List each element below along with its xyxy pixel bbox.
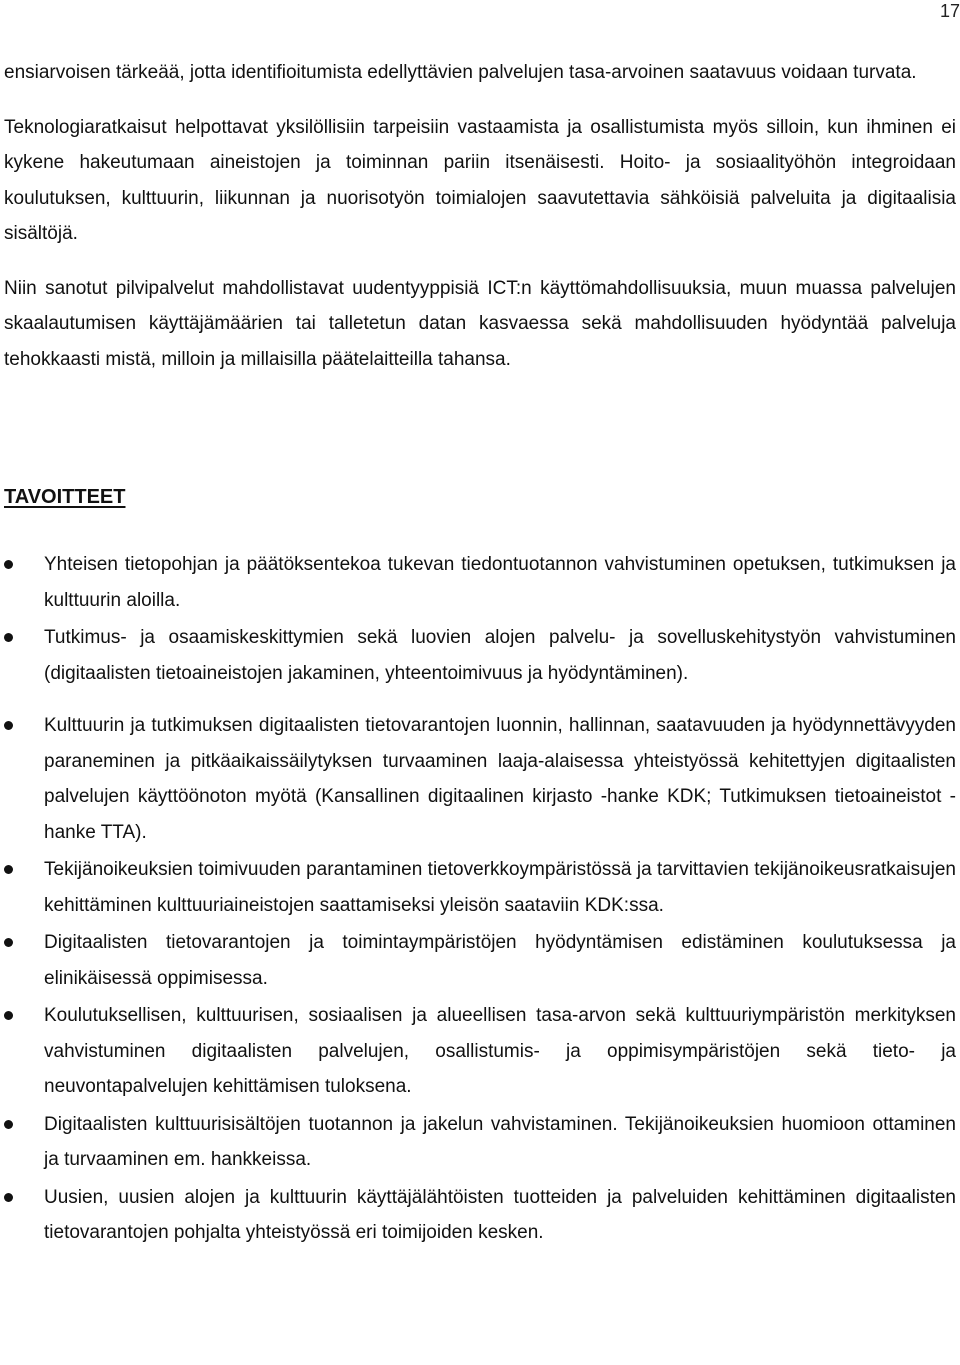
paragraph-technology: Teknologiaratkaisut helpottavat yksilöllisiin tarpeisiin vastaamista ja osallistumista myös silloin, kun ihminen ei kykene hakeutumaan aineistojen ja toiminnan pariin itsenäisesti. Hoito- ja sosiaalityöhön integroidaan koulutuksen, kulttuurin, liikunnan ja nuorisotyön toimialojen saavutettavia sähköisiä palveluita ja digitaalisia sisältöjä. bbox=[4, 116, 956, 244]
goal-item bbox=[4, 708, 956, 850]
paragraph-continuation: ensiarvoisen tärkeää, jotta identifioitumista edellyttävien palvelujen tasa-arvoinen saatavuus voidaan turvata. bbox=[4, 62, 917, 83]
goal-text: Digitaalisten tietovarantojen ja toimintaympäristöjen hyödyntämisen edistäminen koulutuksessa ja elinikäisessä oppimisessa. bbox=[44, 932, 956, 989]
page-content bbox=[4, 55, 956, 1251]
bullet-icon bbox=[4, 1193, 13, 1202]
goal-item bbox=[4, 620, 956, 691]
bullet-icon bbox=[4, 721, 13, 730]
bullet-icon bbox=[4, 560, 13, 569]
goal-item bbox=[4, 998, 956, 1105]
bullet-icon bbox=[4, 938, 13, 947]
paragraph-cloud-services: Niin sanotut pilvipalvelut mahdollistavat uudentyyppisiä ICT:n käyttömahdollisuuksia, muun muassa palvelujen skaalautumisen käyttäjämäärien tai talletetun datan kasvaessa sekä mahdollisuuden hyödyntää palveluja tehokkaasti mistä, milloin ja millaisilla päätelaitteilla tahansa. bbox=[4, 277, 956, 370]
goal-item bbox=[4, 925, 956, 996]
section-heading: TAVOITTEET bbox=[4, 486, 126, 508]
bullet-icon bbox=[4, 633, 13, 642]
goal-text: Uusien, uusien alojen ja kulttuurin käyttäjälähtöisten tuotteiden ja palveluiden kehittäminen digitaalisten tietovarantojen pohjalta yhteistyössä eri toimijoiden kesken. bbox=[44, 1186, 956, 1243]
goal-item bbox=[4, 1107, 956, 1178]
goal-item bbox=[4, 547, 956, 618]
page-number: 17 bbox=[939, 1, 960, 21]
goal-text: Koulutuksellisen, kulttuurisen, sosiaalisen ja alueellisen tasa-arvon sekä kulttuuriympäristön merkityksen vahvistuminen digitaalisten palvelujen, osallistumis- ja oppimisympäristöjen sekä tieto- ja neuvontapalvelujen kehittämisen tuloksena. bbox=[44, 1005, 956, 1097]
goal-text: Digitaalisten kulttuurisisältöjen tuotannon ja jakelun vahvistaminen. Tekijänoikeuksien huomioon ottaminen ja turvaaminen em. hankkeissa. bbox=[44, 1113, 956, 1170]
bullet-icon bbox=[4, 1011, 13, 1020]
goal-text: Tutkimus- ja osaamiskeskittymien sekä luovien alojen palvelu- ja sovelluskehitystyön vahvistuminen (digitaalisten tietoaineistojen jakaminen, yhteentoimivuus ja hyödyntäminen). bbox=[44, 627, 956, 684]
goals-list bbox=[4, 547, 956, 1251]
goal-text: Kulttuurin ja tutkimuksen digitaalisten tietovarantojen luonnin, hallinnan, saatavuuden ja hyödynnettävyyden paraneminen ja pitkäaikaissäilytyksen turvaaminen laaja-alaisessa yhteistyössä kehitettyjen digitaalisten palvelujen käyttöönoton myötä (Kansallinen digitaalinen kirjasto -hanke KDK; Tutkimuksen tietoaineistot -hanke TTA). bbox=[44, 715, 956, 843]
bullet-icon bbox=[4, 865, 13, 874]
goal-text: Tekijänoikeuksien toimivuuden parantaminen tietoverkkoympäristössä ja tarvittavien tekijänoikeusratkaisujen kehittäminen kulttuuriaineistojen saattamiseksi yleisön saataviin KDK:ssa. bbox=[44, 859, 956, 916]
goal-text: Yhteisen tietopohjan ja päätöksentekoa tukevan tiedontuotannon vahvistuminen opetuksen, tutkimuksen ja kulttuurin aloilla. bbox=[44, 554, 956, 611]
goal-item bbox=[4, 852, 956, 923]
bullet-icon bbox=[4, 1120, 13, 1129]
goal-item bbox=[4, 1180, 956, 1251]
